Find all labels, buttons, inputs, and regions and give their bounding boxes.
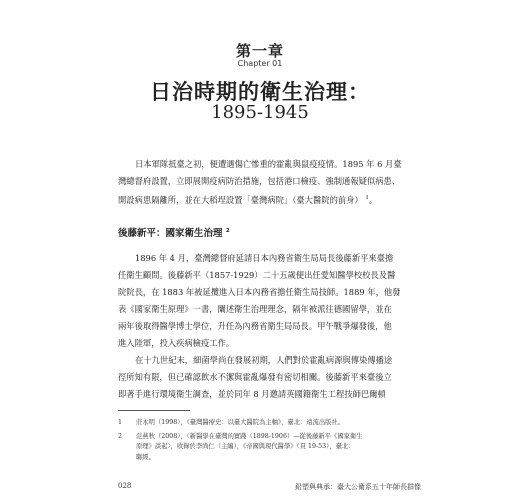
section-heading bbox=[118, 225, 230, 239]
footnote-number: 1 bbox=[118, 419, 123, 426]
footnotes bbox=[118, 418, 418, 463]
footnote-divider bbox=[118, 410, 190, 411]
section-heading-text: 後藤新平：國家衛生治理 bbox=[118, 228, 223, 239]
intro-line: 灣總督府設置，立即展開疫病防治措施，包括港口檢疫、強制通報疑似病患、 bbox=[118, 176, 401, 186]
body-line: 1896 年 4 月，臺灣總督府延請日本內務省衛生局局長後藤新平來臺擔 bbox=[135, 253, 394, 263]
footnote-line: 范燕秋（2008），〈新醫學在臺灣的實踐（1898-1906）—從後藤新平《國家衛生 bbox=[136, 432, 363, 440]
running-footer-title: 鉛塑與典承：臺大公衛系五十年師長群像 bbox=[295, 483, 421, 491]
footnote bbox=[118, 432, 418, 464]
page-number: 028 bbox=[118, 482, 132, 490]
body-line: 即著手進行環境衛生調查，並於同年 8 月邀請英國籍衛生工程技師巴爾頓 bbox=[118, 389, 386, 399]
footnote-ref: 2 bbox=[225, 227, 230, 234]
intro-line-text: 開設病患隔離所，並在大稻埕設置「臺灣病院」（臺大醫院的前身） bbox=[118, 194, 363, 205]
footnote-line: 原理》談起〉，收錄於李尚仁（主編），《帝國與現代醫學》（頁 19-53），臺北： bbox=[136, 443, 355, 450]
body-line: 表《國家衛生原理》一書，闡述衛生治理理念，隔年被派往德國留學，並在 bbox=[118, 304, 392, 314]
body-line: 進入陸軍，投入疾病檢疫工作。 bbox=[118, 338, 235, 348]
chapter-years: 1895-1945 bbox=[211, 102, 309, 123]
body-line: 院院長，在 1883 年被延攬進入日本內務省擔任衛生局技師。1889 年，他發 bbox=[118, 287, 401, 297]
footnote-ref: 1 bbox=[365, 195, 369, 201]
body-paragraph bbox=[118, 250, 416, 352]
body-line: 任衛生顧問。後藤新平（1857-1929）二十五歲便出任愛知醫學校校長及醫 bbox=[118, 270, 396, 280]
footnote bbox=[118, 418, 418, 429]
footnote-number: 2 bbox=[118, 432, 123, 440]
chapter-sublabel: Chapter 01 bbox=[237, 59, 283, 68]
intro-paragraph bbox=[118, 156, 416, 207]
footnote-line: 聯經。 bbox=[136, 453, 155, 461]
footnote-line: 莊永明（1998），《臺灣醫療史：以臺大醫院為主軸》，臺北：遠流出版社。 bbox=[136, 419, 345, 426]
intro-line-last bbox=[118, 190, 416, 207]
intro-line: 日本軍隊抵臺之初，便遭遇傷亡慘重的霍亂與鼠疫疫情。1895 年 6 月臺 bbox=[135, 159, 402, 169]
intro-end: 。 bbox=[368, 194, 378, 205]
body-line: 徑所知有限，但已確認飲水不潔與霍亂爆發有密切相關。後藤新平來臺後立 bbox=[118, 372, 392, 382]
chapter-title: 日治時期的衛生治理： bbox=[150, 79, 370, 104]
chapter-label: 第一章 bbox=[235, 42, 284, 60]
body-paragraph-2 bbox=[118, 352, 416, 403]
body-line: 在十九世紀末，細菌學尚在發展初期，人們對於霍亂病源與傳染傳播途 bbox=[135, 355, 393, 365]
body-line: 兩年後取得醫學博士學位，升任為內務省衛生局局長。甲午戰爭爆發後，他 bbox=[118, 321, 392, 331]
